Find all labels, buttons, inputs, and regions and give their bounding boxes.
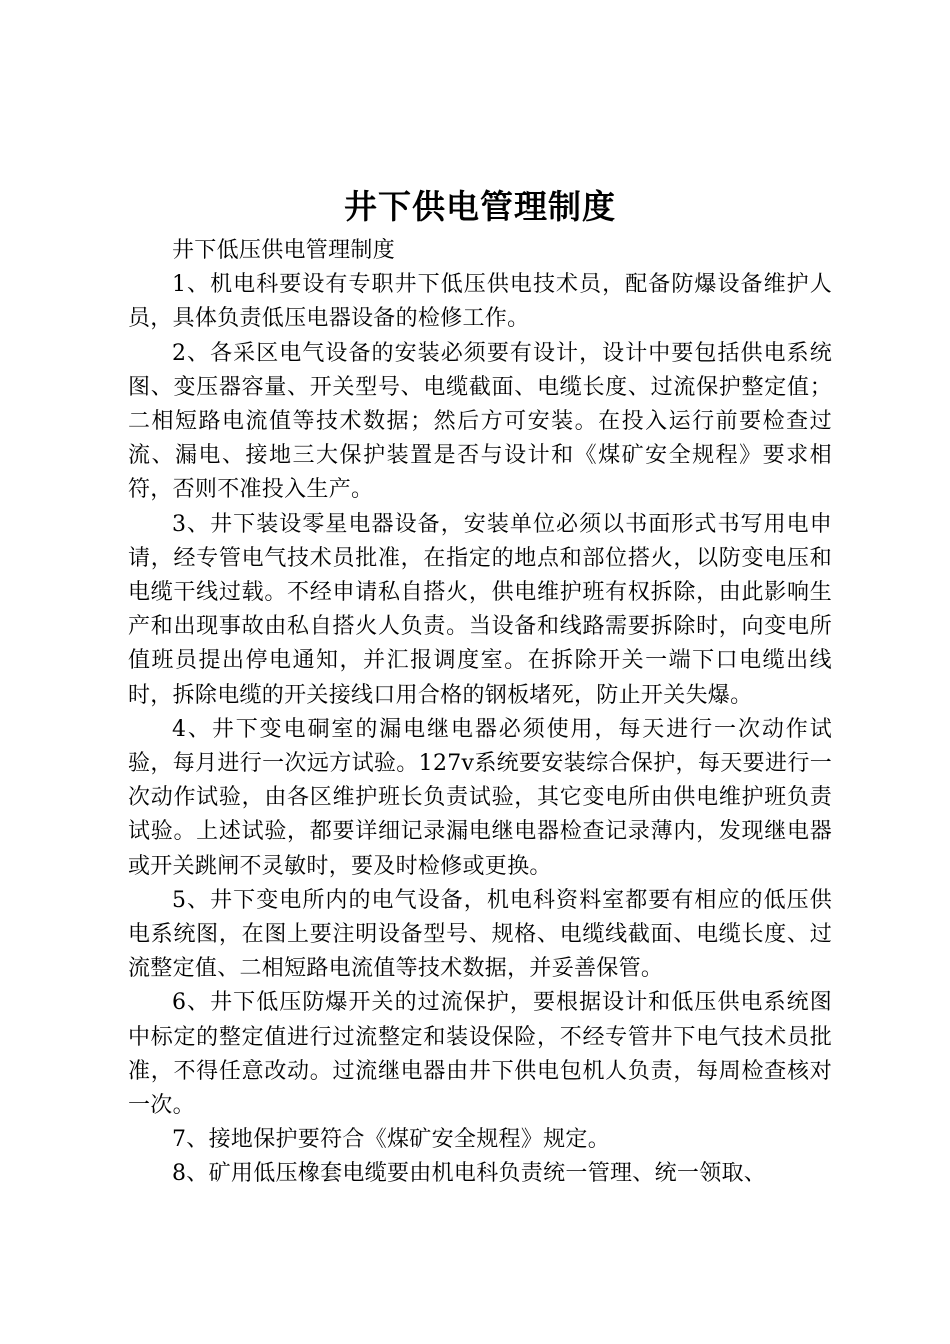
paragraph-3: 3、井下装设零星电器设备，安装单位必须以书面形式书写用电申请，经专管电气技术员批准，在指定的地点和部位搭火，以防变电压和电缆干线过载。不经申请私自搭火，供电维护班有权拆除，由此影响生产和出现事故由私自搭火人负责。当设备和线路需要拆除时，向变电所值班员提出停电通知，并汇报调度室。在拆除开关一端下口电缆出线时，拆除电缆的开关接线口用合格的钢板堵死，防止开关失爆。 <box>128 511 832 708</box>
paragraph-7: 7、接地保护要符合《煤矿安全规程》规定。 <box>172 1127 610 1153</box>
document-page <box>128 180 832 1192</box>
paragraph-4: 4、井下变电硐室的漏电继电器必须使用，每天进行一次动作试验，每月进行一次远方试验。127v系统要安装综合保护，每天要进行一次动作试验，由各区维护班长负责试验，其它变电所由供电维护班负责试验。上述试验，都要详细记录漏电继电器检查记录薄内，发现继电器或开关跳闸不灵敏时，要及时检修或更换。 <box>128 716 832 879</box>
paragraph-5: 5、井下变电所内的电气设备，机电科资料室都要有相应的低压供电系统图，在图上要注明设备型号、规格、电缆线截面、电缆长度、过流整定值、二相短路电流值等技术数据，并妥善保管。 <box>128 887 832 982</box>
document-title: 井下供电管理制度 <box>344 187 616 226</box>
section-heading: 井下低压供电管理制度 <box>172 238 396 263</box>
paragraph-2: 2、各采区电气设备的安装必须要有设计，设计中要包括供电系统图、变压器容量、开关型号、电缆截面、电缆长度、过流保护整定值；二相短路电流值等技术数据；然后方可安装。在投入运行前要检查过流、漏电、接地三大保护装置是否与设计和《煤矿安全规程》要求相符，否则不准投入生产。 <box>128 340 832 503</box>
paragraph-1: 1、机电科要设有专职井下低压供电技术员，配备防爆设备维护人员，具体负责低压电器设备的检修工作。 <box>128 272 832 332</box>
paragraph-8: 8、矿用低压橡套电缆要由机电科负责统一管理、统一领取、 <box>172 1161 767 1187</box>
paragraph-6: 6、井下低压防爆开关的过流保护，要根据设计和低压供电系统图中标定的整定值进行过流整定和装设保险，不经专管井下电气技术员批准，不得任意改动。过流继电器由井下供电包机人负责，每周检查核对一次。 <box>128 990 832 1119</box>
